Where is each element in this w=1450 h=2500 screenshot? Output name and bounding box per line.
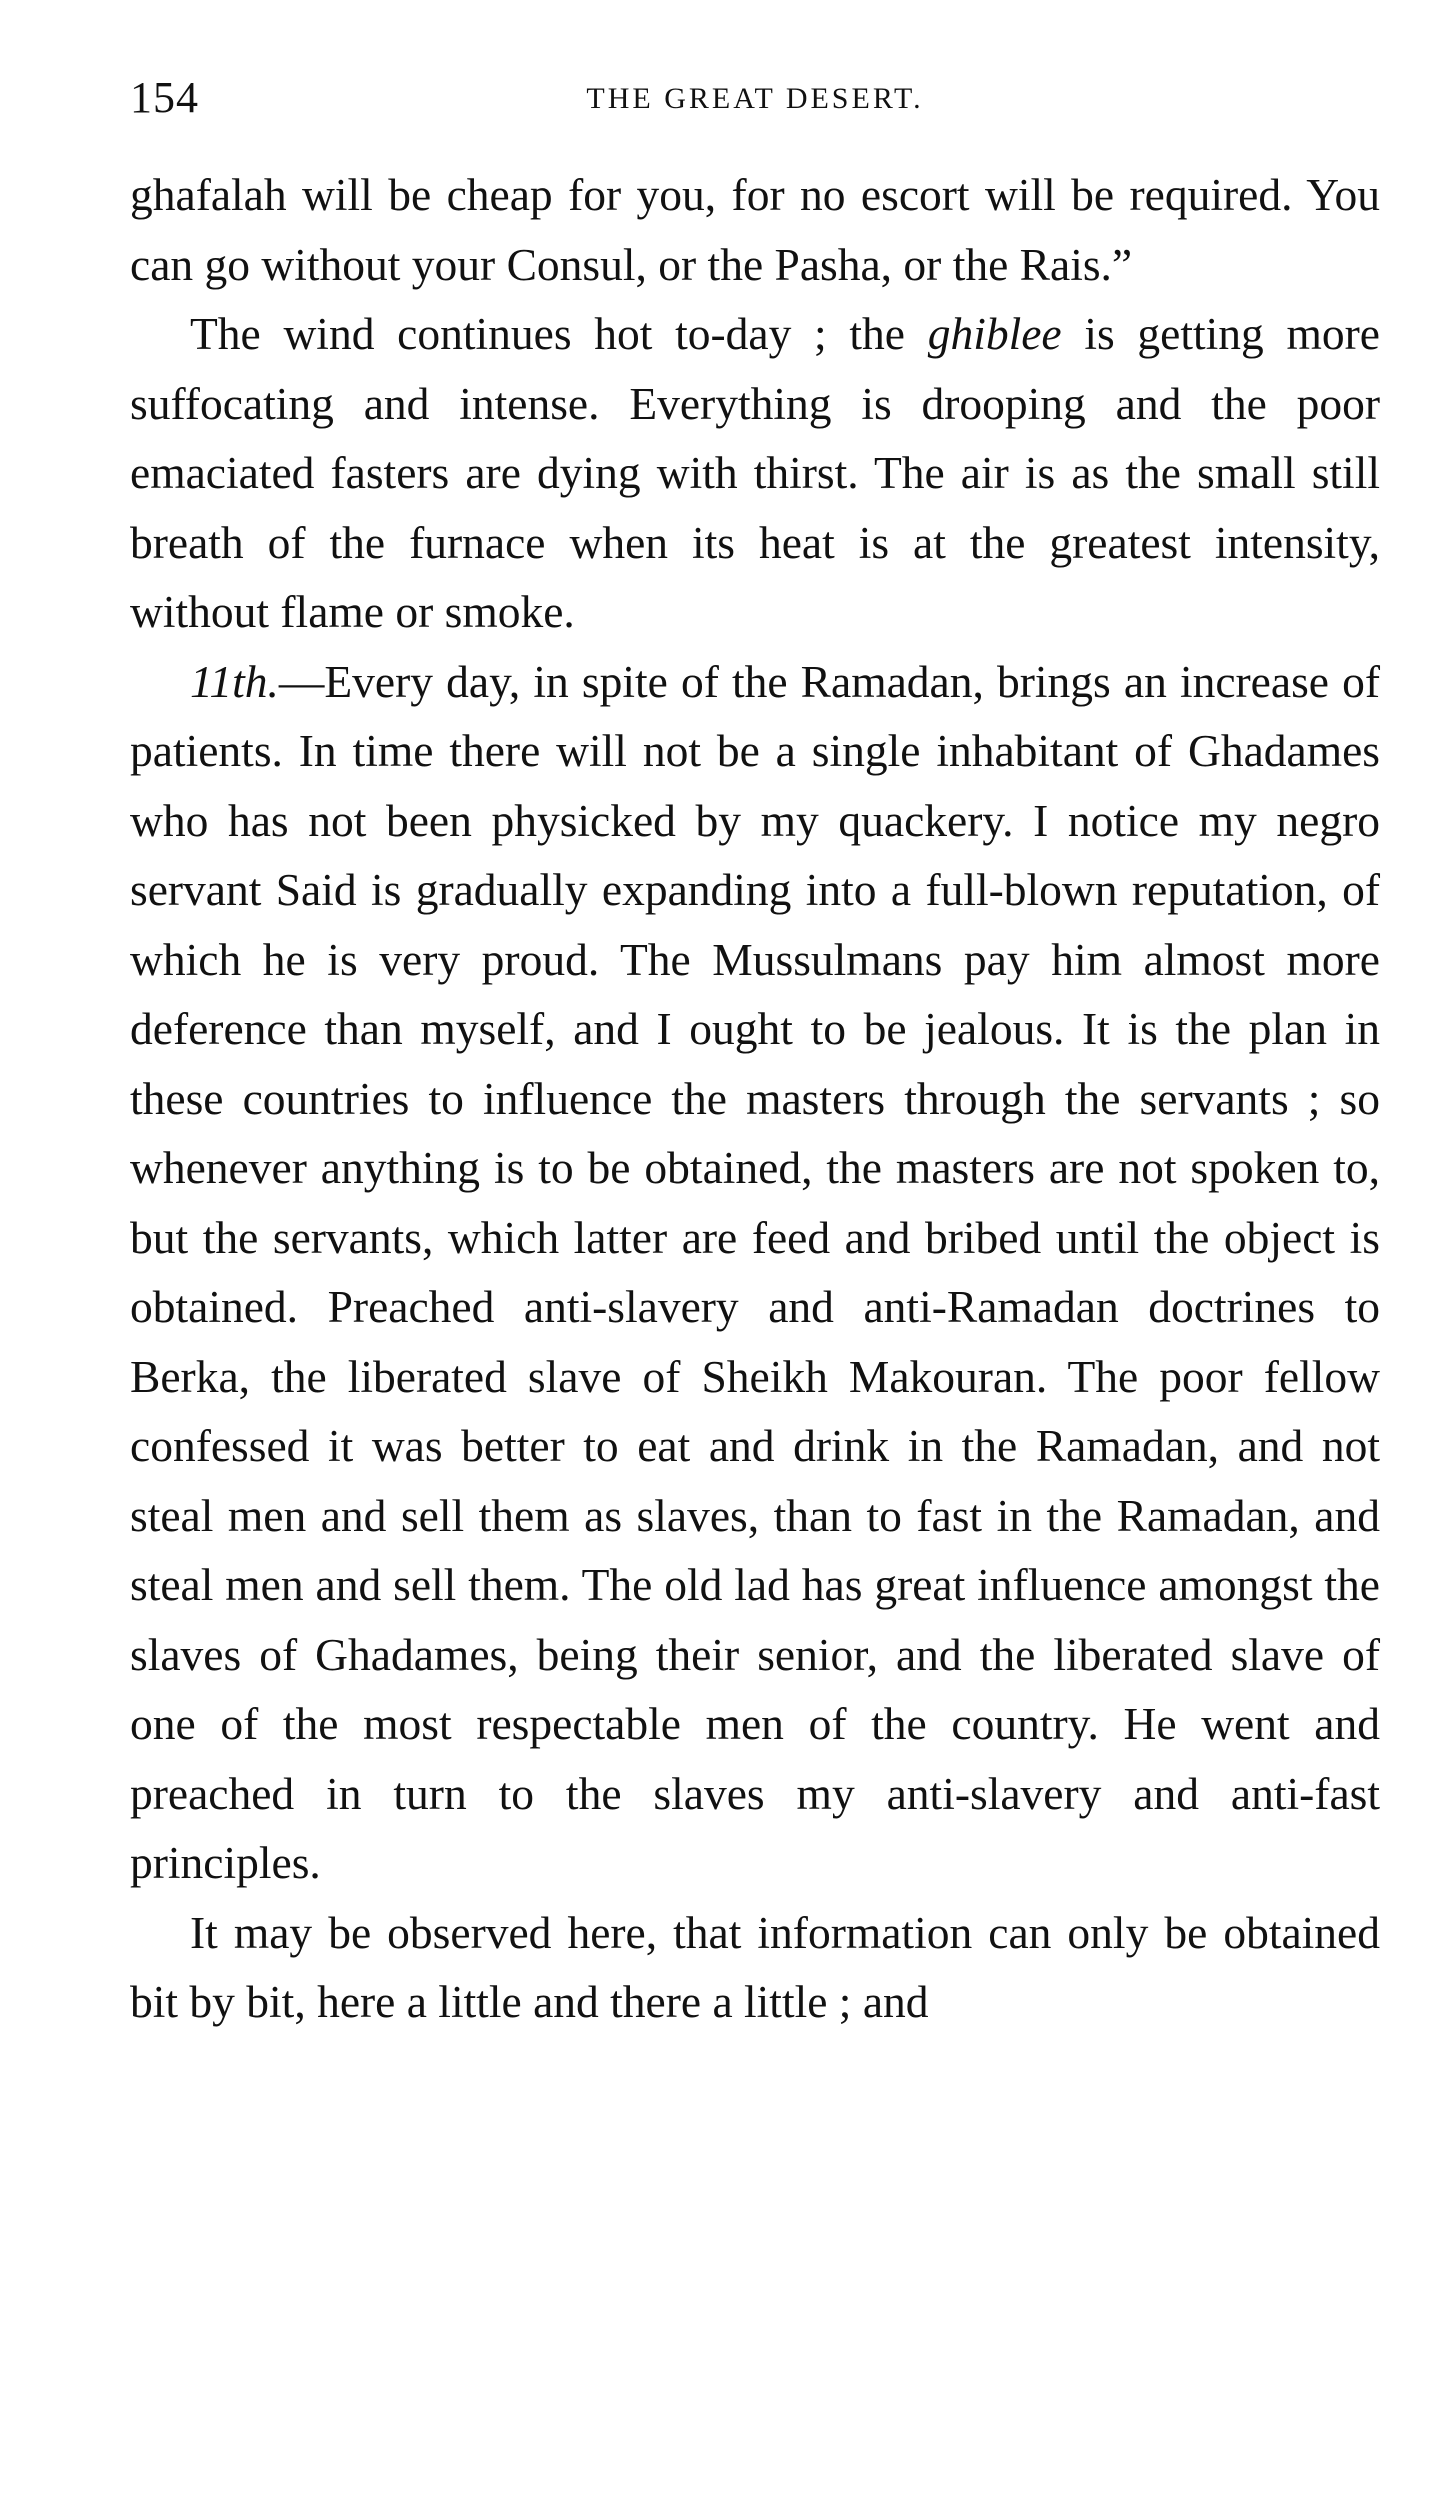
italic-word-ghiblee: ghiblee (927, 308, 1062, 359)
page-number: 154 (130, 73, 199, 122)
italic-date-11th: 11th. (190, 655, 279, 707)
paragraph-11th-text: —Every day, in spite of the Ramadan, brings an increase of patients. In time there will not be a single inhabitant of Ghadames who has not been physicked by my quackery. I notice my negro servant Said is gradually expanding into a full-blown reputation, of which he is very proud. The Mussulmans pay him almost more deference than myself, and I ought to be jealous. It is the plan in these countries to influence the masters through the servants ; so whenever anything is to be obtained, the masters are not spoken to, but the servants, which latter are feed and bribed until the object is obtained. Preached anti-slavery and anti-Ramadan doctrines to Berka, the liberated slave of Sheikh Makouran. The poor fellow confessed it was better to eat and drink in the Ramadan, and not steal men and sell them as slaves, than to fast in the Ramadan, and steal men and sell them. The old lad has great influence amongst the slaves of Ghadames, being their senior, and the liberated slave of one of the most respectable men of the country. He went and preached in turn to the slaves my anti-slavery and anti-fast principles. (130, 655, 1380, 1888)
paragraph-wind-text-end: is getting more suffocating and intense. Everything is drooping and the poor emaciated fasters are dying with thirst. The air is as the small still breath of the furnace when its heat is at the greatest intensity, without flame or smoke. (130, 308, 1380, 637)
paragraph-11th (130, 647, 1380, 1898)
body-text (130, 160, 1380, 2037)
paragraph-information: It may be observed here, that information can only be obtained bit by bit, here a little and there a little ; and (130, 1906, 1380, 2027)
page-header (130, 72, 1380, 132)
running-title: THE GREAT DESERT. (586, 82, 924, 115)
paragraph-continuation: ghafalah will be cheap for you, for no escort will be required. You can go without your Consul, or the Pasha, or the Rais.” (130, 169, 1380, 290)
paragraph-wind (130, 299, 1380, 647)
paragraph-wind-text-start: The wind continues hot to-day ; the (190, 308, 928, 359)
